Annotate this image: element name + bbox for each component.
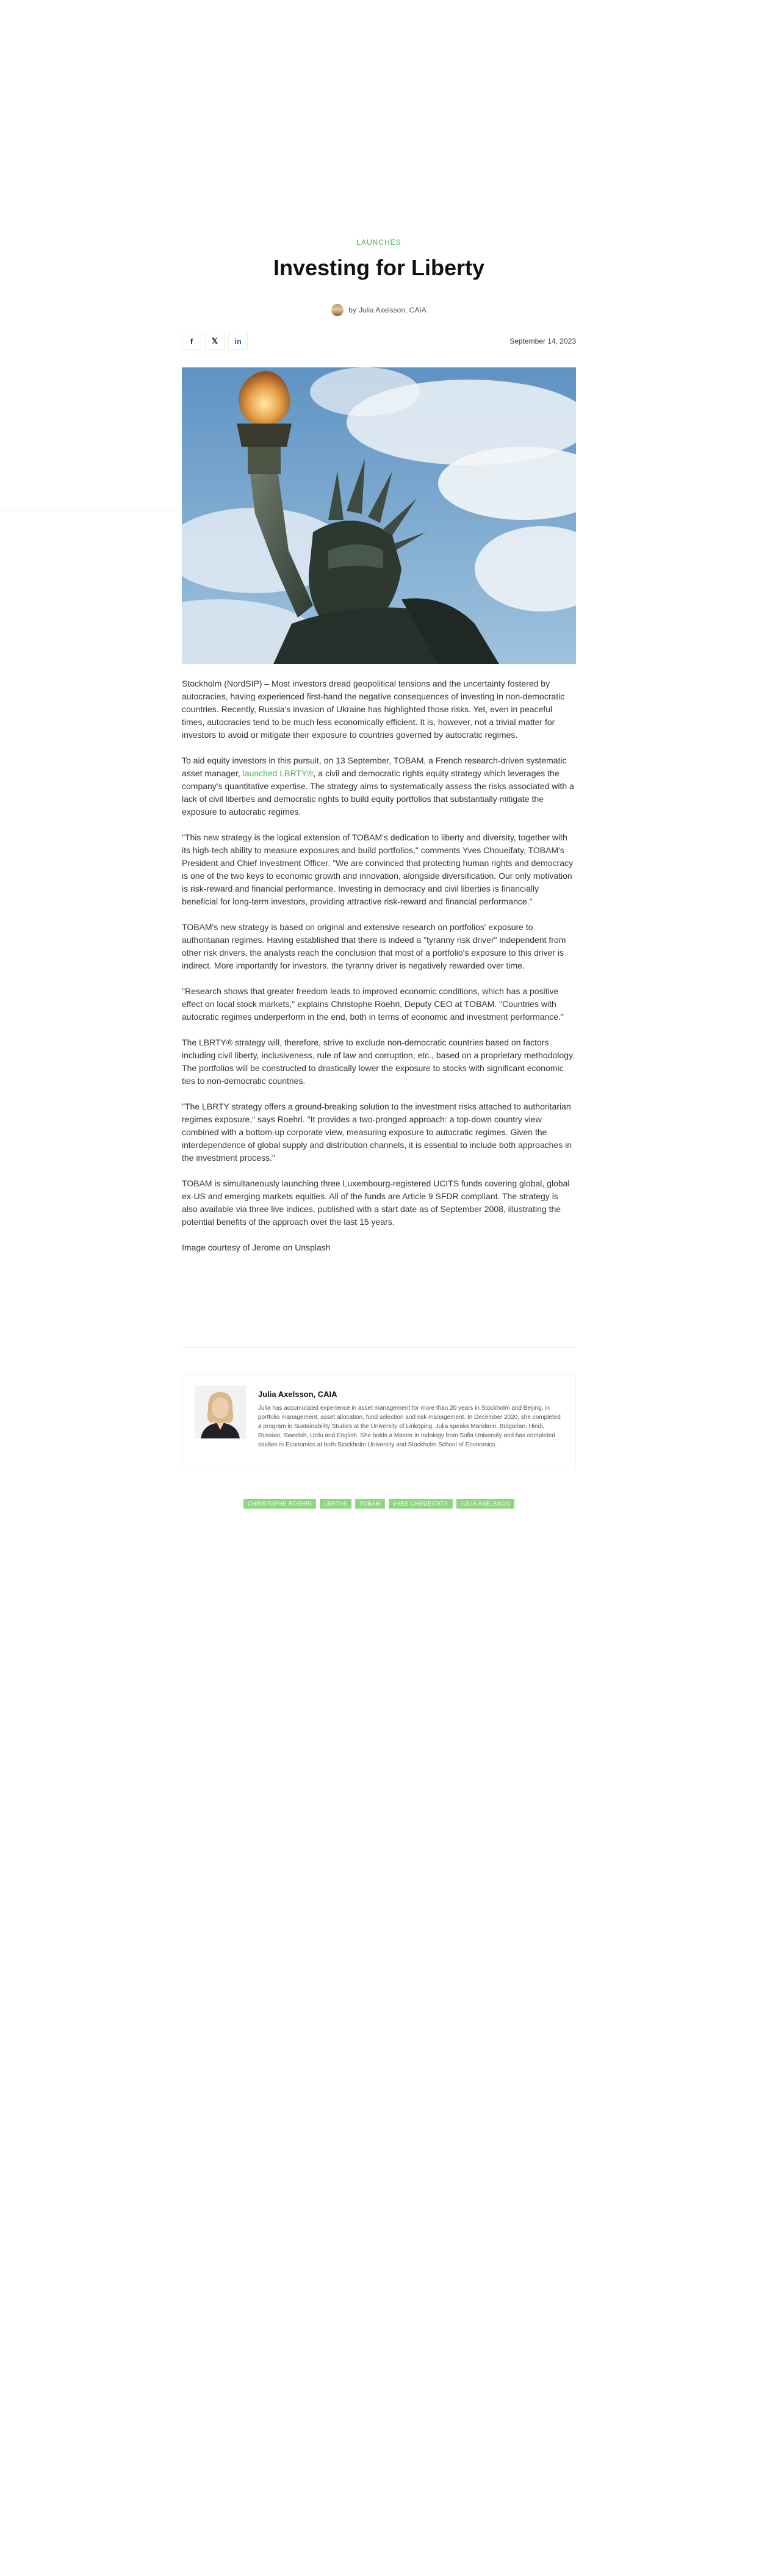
section-divider [182, 1347, 576, 1348]
inline-link[interactable]: launched LBRTY® [242, 768, 314, 778]
category-label[interactable]: LAUNCHES [356, 238, 401, 247]
tag-list [182, 1499, 576, 1509]
paragraph: The LBRTY® strategy will, therefore, strive to exclude non-democratic countries based on factors including civil liberty, inclusiveness, rule of law and corruption, etc., based on a proprietary methodology. The portfolios will be constructed to drastically lower the exposure to stocks with significant economic ties to non-democratic countries. [182, 1037, 575, 1086]
tag[interactable]: CHRISTOPHE ROEHRI [243, 1499, 316, 1509]
paragraph: TOBAM's new strategy is based on original and extensive research on portfolios' exposure to authoritarian regimes. Having established that there is indeed a "tyranny risk driver" independent from other risk drivers, the analysts reach the conclusion that most of a portfolio's exposure to this driver is indirect. More importantly for investors, the tyranny driver is negatively rewarded over time. [182, 922, 566, 970]
paragraph: TOBAM is simultaneously launching three Luxembourg-registered UCITS funds covering global, global ex-US and emerging markets equities. All of the funds are Article 9 SFDR compliant. The strategy is also available via three live indices, published with a start date as of September 2008, illustrating the potential benefits of the approach over the last 15 years. [182, 1178, 570, 1227]
author-box [182, 1376, 576, 1468]
hero-image [182, 367, 576, 664]
tag[interactable]: LBRTY® [320, 1499, 351, 1509]
paragraph: "Research shows that greater freedom leads to improved economic conditions, which has a positive effect on local stock markets," explains Christophe Roehri, Deputy CEO at TOBAM. "Countries with autocratic regimes underperform in the end, both in terms of economic and investment performance." [182, 986, 564, 1022]
publish-date: September 14, 2023 [509, 337, 576, 345]
tag[interactable]: TOBAM [355, 1499, 384, 1509]
author-name[interactable]: Julia Axelsson, CAIA [258, 1390, 337, 1399]
tag[interactable]: YVES CHOUEIFATY [389, 1499, 453, 1509]
tag[interactable]: JULIA AXELSSON [456, 1499, 515, 1509]
paragraph: To aid equity investors in this pursuit, on 13 September, TOBAM, a French research-driven systematic asset manager, launched LBRTY®, a civil and democratic rights equity strategy which leverages the company's quantitative expertise. The strategy aims to systematically assess the risks associated with a lack of civil liberties and democratic rights to build equity portfolios that substantially mitigate the exposure to autocratic regimes. [182, 756, 574, 817]
linkedin-icon[interactable]: in [228, 333, 248, 350]
author-photo[interactable] [195, 1386, 246, 1438]
share-bar [182, 332, 576, 350]
statue-of-liberty-image [182, 367, 576, 664]
facebook-icon[interactable]: f [182, 333, 201, 350]
paragraph: Stockholm (NordSIP) – Most investors dread geopolitical tensions and the uncertainty fostered by autocracies, having experienced first-hand the negative consequences of investing in non-democratic countries. Recently, Russia's invasion of Ukraine has highlighted those risks. Yet, even in peaceful times, autocracies tend to be much less economically efficient. It is, however, not a trivial matter for investors to avoid or mitigate their exposure to countries governed by autocratic regimes. [182, 679, 565, 740]
article-body [182, 677, 576, 1267]
byline-author[interactable]: Julia Axelsson, CAIA [358, 306, 426, 314]
author-info [258, 1386, 563, 1458]
byline-prefix: by [348, 306, 356, 314]
author-bio: Julia has accumulated experience in asset management for more than 20 years in Stockholm and Beijing, in portfolio management, asset allocation, fund selection and risk management. In December 2020, she completed a program in Sustainability Studies at the University of Linköping. Julia speaks Mandarin, Bulgarian, Hindi, Russian, Swedish, Urdu and English. She holds a Master in Indology from Sofia University and has completed studies in Economics at both Stockholm University and Stockholm School of Economics. [258, 1405, 561, 1448]
paragraph: "The LBRTY strategy offers a ground-breaking solution to the investment risks attached to authoritarian regimes exposure," says Roehri. "It provides a two-pronged approach: a top-down country view combined with a bottom-up corporate view, measuring exposure to autocratic regimes. Given the interdependence of global supply and distribution channels, it is essential to include both approaches in the investment process." [182, 1102, 572, 1163]
avatar[interactable] [331, 304, 344, 316]
x-icon[interactable]: 𝕏 [205, 333, 225, 350]
image-credit: Image courtesy of Jerome on Unsplash [182, 1243, 331, 1252]
page-title: Investing for Liberty [273, 255, 485, 280]
paragraph: "This new strategy is the logical extension of TOBAM's dedication to liberty and diversity, together with its high-tech ability to measure exposures and build portfolios," comments Yves Choueifaty, TOBAM's President and Chief Investment Officer. "We are convinced that protecting human rights and democracy is one of the two keys to economic growth and innovation, alongside diversification. Our only motivation is risk-reward and financial performance. Investing in democracy and civil liberties is financially beneficial for long-term investors, providing attractive risk-reward and financial performance." [182, 832, 574, 906]
byline [182, 304, 576, 316]
author-portrait-image [195, 1386, 246, 1438]
